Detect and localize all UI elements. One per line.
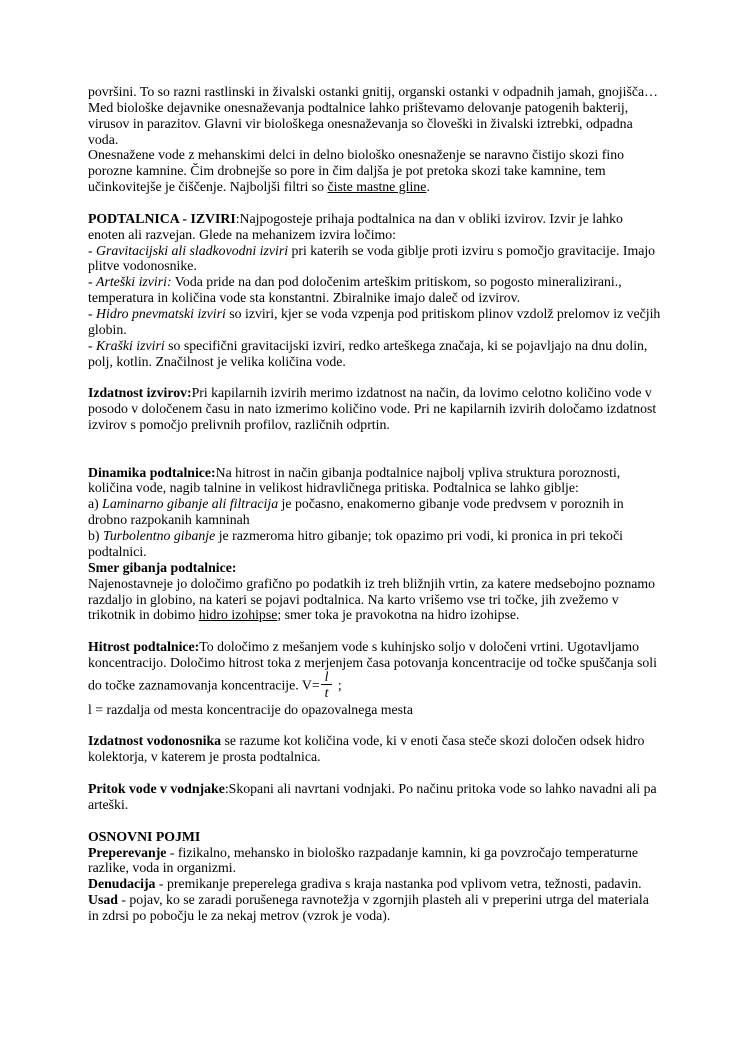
text-run-bold: Izdatnost vodonosnika (88, 733, 222, 749)
text-run-italic: Arteški izviri: (96, 274, 172, 290)
para-bioloski-dejavniki (88, 100, 662, 148)
text-run-italic: Kraški izviri (96, 337, 165, 353)
text-run: ; smer toka je pravokotna na hidro izohipse. (277, 607, 520, 623)
text-run-italic: Hidro pnevmatski izviri (96, 306, 226, 322)
text-run-bold: Hitrost podtalnice: (88, 639, 200, 655)
para-smer-gibanja (88, 576, 662, 624)
text-run: - fizikalno, mehansko in biološko razpadanje kamnin, ki ga povzročajo temperaturne razlike, voda in organizmi. (88, 844, 639, 876)
velocity-formula-fraction (321, 670, 333, 701)
text-run: ; (334, 677, 342, 693)
para-kraski-izviri (88, 338, 662, 370)
heading-smer-gibanja (88, 560, 662, 576)
para-legenda-l (88, 702, 662, 718)
fraction-numerator: l (324, 668, 329, 684)
text-run-bold: Pritok vode v vodnjake (88, 781, 225, 797)
para-hidro-pnevmatski-izviri (88, 306, 662, 338)
text-run: - (88, 274, 97, 290)
text-run-underline: čiste mastne gline (327, 179, 427, 195)
blank-line (88, 433, 662, 449)
text-run-italic: Laminarno gibanje ali filtracija (102, 496, 279, 512)
text-run-bold: PODTALNICA - IZVIRI (88, 210, 236, 226)
blank-line (88, 449, 662, 465)
text-run: To določimo z mešanjem vode s kuhinjsko soljo v določeni vrtini. Ugotavljamo koncentracijo. Določimo hitrost toka z merjenjem časa potovanja koncentracije od točke spuščanja soli do točke zaznamovanja koncentracije. V= (88, 639, 657, 693)
text-run: a) (88, 496, 103, 512)
text-run-italic: Gravitacijski ali sladkovodni izviri (96, 242, 289, 258)
text-run: - (88, 337, 97, 353)
fraction-denominator: t (321, 684, 333, 700)
text-run: Voda pride na dan pod določenim arteškim pritiskom, so pogosto mineralizirani., temperatura in količina vode sta konstantni. Zbiralnike imajo daleč od izvirov. (88, 274, 622, 306)
heading-osnovni-pojmi (88, 829, 662, 845)
text-run: so specifični gravitacijski izviri, redko arteškega značaja, ki se pojavljajo na dnu dolin, polj, kotlin. Značilnost je velika količina vode. (88, 337, 648, 369)
para-izdatnost-vodonosnika (88, 733, 662, 765)
text-run: Pri kapilarnih izvirih merimo izdatnost na način, da lovimo celotno količino vode v posodo v določenem času in nato izmerimo količino vode. Pri ne kapilarnih izvirih določamo izdatnost izvirov s pomočjo prelivnih profilov, različnih odprtin. (88, 385, 657, 433)
para-povrsini (88, 84, 662, 100)
text-run-bold: Dinamika podtalnice: (88, 464, 216, 480)
text-run-italic: Turbolentno gibanje (102, 528, 216, 544)
text-run: Med biološke dejavnike onesnaževanja podtalnice lahko prištevamo delovanje patogenih bakterij, virusov in parazitov. Glavni vir biološkega onesnaževanja so človeški in živalski iztrebki, odpadna voda. (88, 99, 633, 147)
text-run: :Najpogosteje prihaja podtalnica na dan v obliki izvirov. Izvir je lahko enoten ali razvejan. Glede na mehanizem izvira ločimo: (88, 210, 623, 242)
text-run-bold: Izdatnost izvirov: (88, 385, 192, 401)
text-run: - (88, 306, 97, 322)
text-run: je razmeroma hitro gibanje; tok opazimo pri vodi, ki pronica in pri tekoči podtalnici. (88, 528, 623, 559)
text-run: l = razdalja od mesta koncentracije do opazovalnega mesta (88, 701, 413, 717)
text-run: Na hitrost in način gibanja podtalnice najbolj vpliva struktura poroznosti, količina vode, nagib talnine in velikost hidravličnega pritiska. Podtalnica se lahko giblje: (88, 464, 621, 496)
para-turbolentno-gibanje (88, 528, 662, 560)
blank-line (88, 623, 662, 639)
para-dinamika-podtalnice (88, 465, 662, 497)
text-run: se razume kot količina vode, ki v enoti časa steče skozi določen odsek hidro kolektorja, v katerem je prosta podtalnica. (88, 733, 645, 765)
text-run: površini. To so razni rastlinski in živalski ostanki gnitij, organski ostanki v odpadnih jamah, gnojišča… (88, 84, 658, 99)
para-hitrost-podtalnice (88, 639, 662, 702)
para-izdatnost-izvirov (88, 385, 662, 433)
para-preperevanje (88, 845, 662, 877)
text-run: - (88, 242, 97, 258)
para-usad (88, 892, 662, 924)
para-laminarno-gibanje (88, 496, 662, 528)
para-podtalnica-izviri (88, 211, 662, 243)
para-gravitacijski-izviri (88, 243, 662, 275)
text-run-bold: OSNOVNI POJMI (88, 828, 201, 844)
para-pritok-vode (88, 781, 662, 813)
blank-line (88, 765, 662, 781)
blank-line (88, 718, 662, 734)
text-run-bold: Usad (88, 892, 118, 908)
text-run-bold: Smer gibanja podtalnice: (88, 559, 237, 575)
text-run-bold: Denudacija (88, 876, 156, 892)
text-run: so izviri, kjer se voda vzpenja pod pritiskom plinov vzdolž prelomov iz večjih globin. (88, 306, 661, 337)
text-run: . (426, 179, 430, 195)
blank-line (88, 813, 662, 829)
para-onesnazene-vode (88, 147, 662, 195)
para-denudacija (88, 876, 662, 892)
text-run: Najenostavneje jo določimo grafično po podatkih iz treh bližnjih vrtin, za katere medsebojno poznamo razdaljo in globino, na kateri se pojavi podtalnica. Na karto vrišemo vse tri točke, jih zvežemo v trikotnik in dobimo (88, 575, 656, 623)
para-arteski-izviri (88, 274, 662, 306)
text-run: pri katerih se voda giblje proti izviru s pomočjo gravitacije. Imajo plitve vodonosnike. (88, 242, 656, 274)
text-run: :Skopani ali navrtani vodnjaki. Po načinu pritoka vode so lahko navadni ali pa arteški. (88, 781, 657, 812)
text-run-underline: hidro izohipse (198, 607, 278, 623)
blank-line (88, 369, 662, 385)
text-run-bold: Preperevanje (88, 844, 167, 860)
text-run: - pojav, ko se zaradi porušenega ravnotežja v zgornjih plasteh ali v preperini utrga del materiala in zdrsi po pobočju le za nekaj metrov (vzrok je voda). (88, 892, 649, 923)
text-run: Onesnažene vode z mehanskimi delci in delno biološko onesnaženje se naravno čistijo skozi fino porozne kamnine. Čim drobnejše so pore in čim daljša je pot pretoka skozi take kamnine, tem učinkovitejše je čiščenje. Najboljši filtri so (88, 147, 625, 195)
document-body (88, 84, 662, 924)
text-run: b) (88, 528, 103, 544)
blank-line (88, 195, 662, 211)
text-run: je počasno, enakomerno gibanje vode predvsem v poroznih in drobno razpokanih kamninah (88, 496, 624, 528)
text-run: - premikanje preperelega gradiva s kraja nastanka pod vplivom vetra, težnosti, padavin. (155, 876, 642, 892)
